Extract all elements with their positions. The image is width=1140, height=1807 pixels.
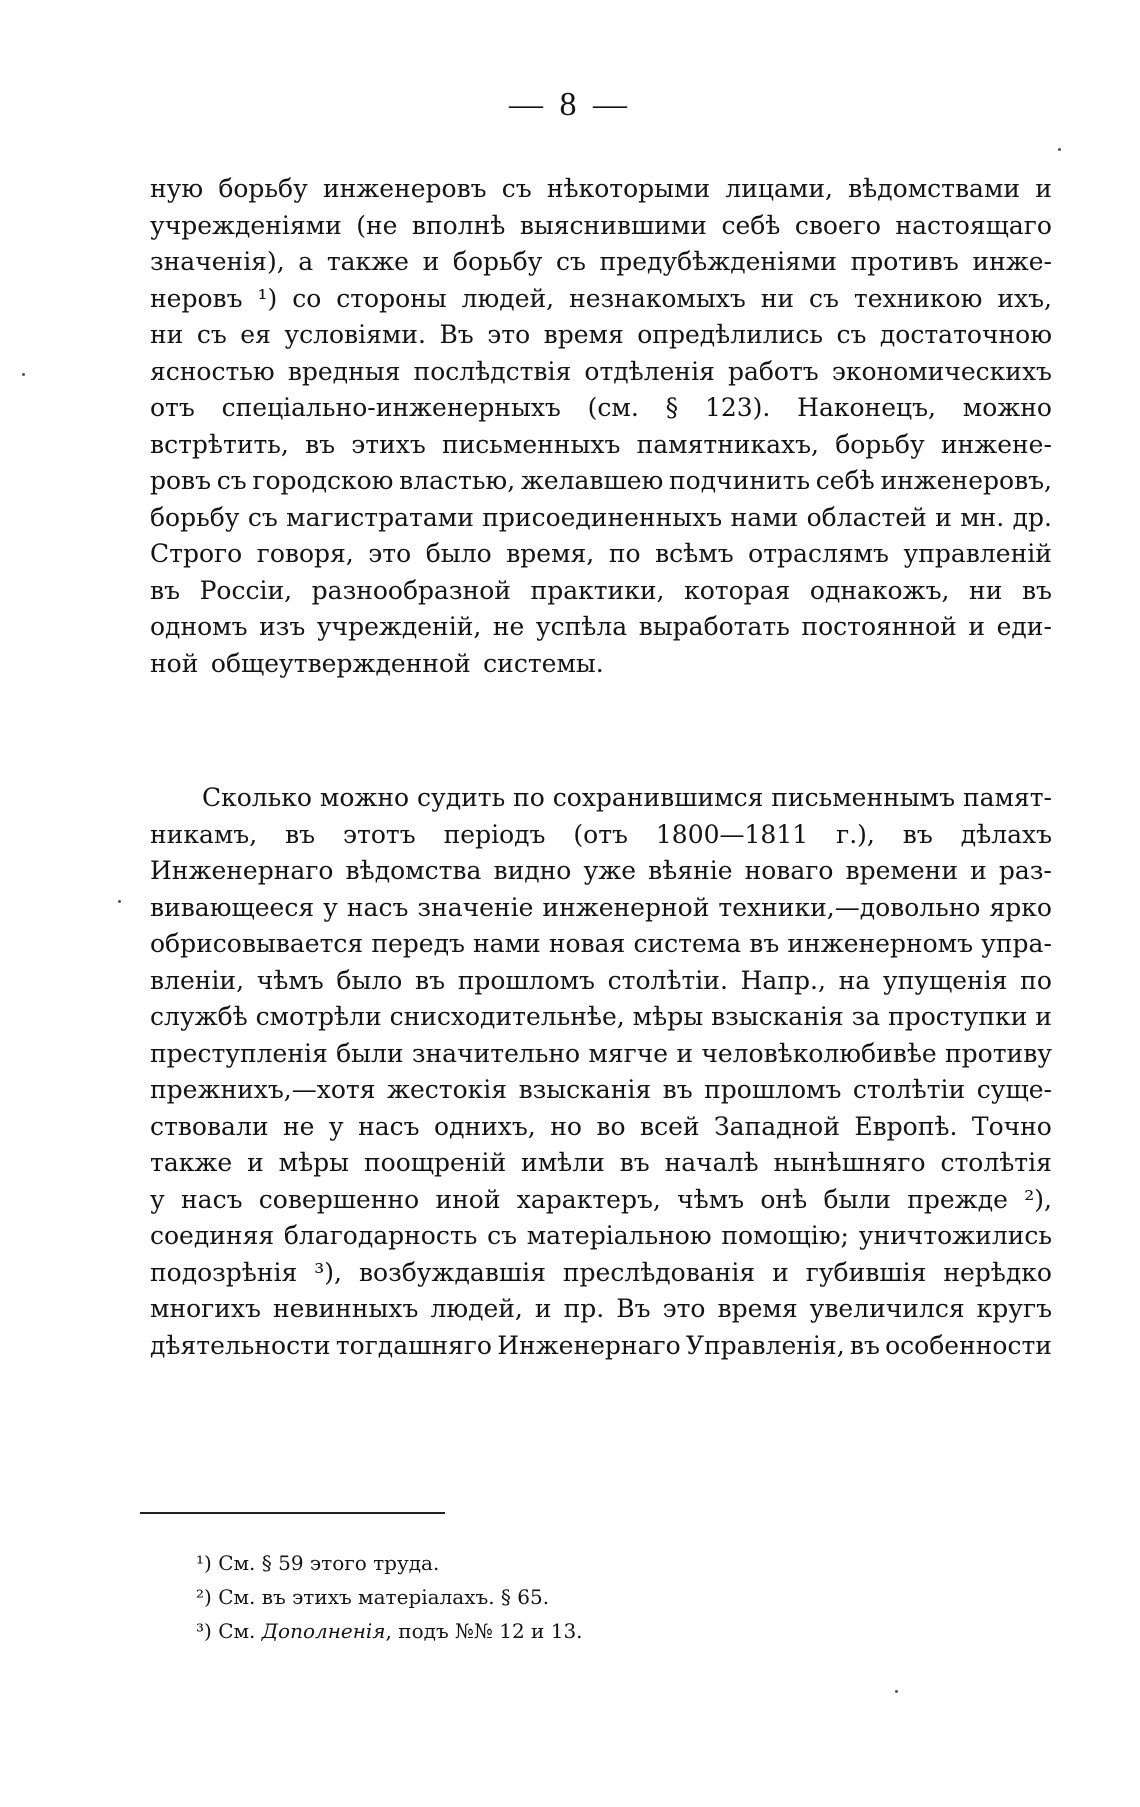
word: съ xyxy=(501,174,532,203)
word: значеніе xyxy=(417,892,534,922)
word: значительно xyxy=(411,1038,581,1068)
footnote-text: См. въ этихъ матеріалахъ. § 65. xyxy=(218,1585,550,1609)
text-line xyxy=(150,926,1052,963)
word: др. xyxy=(1012,502,1052,532)
text-line xyxy=(150,1145,1052,1182)
word: уже xyxy=(583,856,636,885)
word: это xyxy=(662,1294,706,1323)
word: своего xyxy=(794,210,881,240)
word: ясностью xyxy=(150,356,275,386)
word: всей xyxy=(640,1111,700,1141)
word: въ xyxy=(902,819,933,849)
word: подозрѣнія xyxy=(150,1257,298,1287)
word: успѣла xyxy=(535,612,628,641)
scan-speck xyxy=(895,1690,898,1693)
word: поощреній xyxy=(363,1148,507,1177)
word: увеличился xyxy=(809,1294,965,1323)
word: дѣятельности xyxy=(150,1330,331,1360)
word: пр. xyxy=(563,1294,605,1323)
text-line xyxy=(150,1182,1052,1219)
word: чѣмъ xyxy=(256,965,324,995)
word: техникою xyxy=(853,283,983,313)
word: а xyxy=(298,247,314,276)
word: проступки xyxy=(888,1002,1028,1031)
word: системы. xyxy=(483,648,604,678)
word: сохранившимся xyxy=(552,783,764,812)
word: въ xyxy=(619,1148,650,1177)
word: борьбу xyxy=(218,174,308,203)
word: которая xyxy=(684,575,791,605)
word: инженеровъ xyxy=(322,174,487,203)
word: подчинить xyxy=(669,466,811,495)
word: отдѣленія xyxy=(584,356,715,386)
word: ровъ xyxy=(150,466,212,495)
word: были xyxy=(336,1038,404,1068)
word: разнообразной xyxy=(311,575,511,605)
word: инженерной xyxy=(542,892,710,922)
word: новая xyxy=(548,929,626,958)
word: не xyxy=(492,612,525,641)
word: Напр., xyxy=(740,965,826,995)
word: онѣ xyxy=(760,1184,808,1214)
word: и xyxy=(422,247,440,276)
word: было xyxy=(425,539,492,568)
footnote-3 xyxy=(196,1614,896,1648)
word: невинныхъ xyxy=(272,1294,419,1323)
word: ни xyxy=(969,575,1003,605)
word: по xyxy=(608,539,641,568)
word: техники,—довольно xyxy=(718,892,981,922)
word: Въ xyxy=(616,1294,651,1323)
word: ярко xyxy=(989,892,1052,922)
word: Наконецъ, xyxy=(797,393,936,422)
scan-speck xyxy=(1058,148,1061,151)
word: письменнымъ xyxy=(771,783,956,812)
footnote-text: См. § 59 этого труда. xyxy=(218,1551,440,1575)
word: столѣтія xyxy=(940,1148,1052,1177)
text-line xyxy=(150,890,1052,927)
word: (не xyxy=(356,210,398,240)
word: по xyxy=(513,783,545,812)
word: совершенно xyxy=(258,1184,420,1214)
word: чѣмъ xyxy=(677,1184,745,1214)
word: однакожъ, xyxy=(809,575,950,605)
word: также xyxy=(326,247,409,276)
word: Инженернаго xyxy=(150,856,334,885)
word: съ xyxy=(216,466,247,495)
word: ³), xyxy=(314,1257,343,1287)
word: за xyxy=(851,1002,881,1031)
word: противъ xyxy=(850,247,959,276)
word: стороны xyxy=(336,283,447,313)
text-line xyxy=(150,609,1052,646)
word: нѣкоторыми xyxy=(546,174,711,203)
scan-speck xyxy=(118,900,121,903)
word: Европѣ. xyxy=(854,1111,958,1141)
footnote-marker: ²) xyxy=(196,1585,212,1609)
word: судить xyxy=(417,783,506,812)
word: вредныя xyxy=(287,356,401,386)
word: имѣли xyxy=(521,1148,605,1177)
word: взысканія xyxy=(711,1002,844,1031)
word: говоря, xyxy=(256,539,354,568)
word: (отъ xyxy=(573,819,628,849)
word: борьбу xyxy=(150,502,240,532)
word: мягче xyxy=(588,1038,669,1068)
word: смотрѣли xyxy=(255,1002,382,1031)
word: и xyxy=(1035,1002,1052,1031)
word: и xyxy=(534,1294,552,1323)
word: Сколько xyxy=(202,783,312,812)
word: Инженернаго xyxy=(497,1330,681,1360)
word: это xyxy=(368,539,412,568)
word: ихъ, xyxy=(997,283,1052,313)
word: и xyxy=(935,502,952,532)
word: насъ xyxy=(358,1111,420,1141)
footnote-divider xyxy=(140,1512,445,1514)
text-line xyxy=(150,244,1052,281)
word: съ xyxy=(196,320,227,349)
word: Россіи, xyxy=(199,575,293,605)
word: ни xyxy=(760,283,795,313)
word: прошломъ xyxy=(457,965,595,995)
word: благодарность xyxy=(283,1221,478,1250)
word: въ xyxy=(150,575,180,605)
word: послѣдствія xyxy=(413,356,572,386)
word: возбуждавшія xyxy=(358,1257,546,1287)
word: это xyxy=(487,320,531,349)
scan-speck xyxy=(22,373,25,376)
word: уничтожились xyxy=(858,1221,1052,1250)
word: неровъ xyxy=(150,283,243,313)
word: особенности xyxy=(885,1330,1052,1360)
word: значенія), xyxy=(150,247,285,276)
paragraph-2 xyxy=(150,780,1052,1364)
word: тогдашняго xyxy=(335,1330,492,1360)
word: Строго xyxy=(150,539,243,568)
word: учрежденіями xyxy=(150,210,342,240)
word: и xyxy=(970,856,987,885)
text-line xyxy=(150,1328,1052,1365)
word: людей, xyxy=(430,1294,523,1323)
word: (см. xyxy=(587,393,639,422)
word: борьбу xyxy=(452,247,543,276)
word: и xyxy=(1035,174,1052,203)
word: предубѣжденіями xyxy=(599,247,837,276)
word: началѣ xyxy=(664,1148,759,1177)
text-line xyxy=(150,208,1052,245)
word: управленій xyxy=(903,539,1052,568)
word: въ xyxy=(749,929,780,958)
word: инжене- xyxy=(940,429,1052,459)
word: никамъ, xyxy=(150,819,258,849)
word: еди- xyxy=(996,612,1052,641)
word: отраслямъ xyxy=(748,539,889,568)
word: время xyxy=(717,1294,798,1323)
text-line xyxy=(150,354,1052,391)
text-line xyxy=(150,817,1052,854)
footnote-marker: ¹) xyxy=(196,1551,212,1575)
word: вленіи, xyxy=(150,965,245,995)
word: 123). xyxy=(704,393,771,422)
footnote-italic-text: Дополненія xyxy=(261,1619,386,1643)
word: суще- xyxy=(976,1075,1052,1104)
word: съ xyxy=(556,247,586,276)
word: періодъ xyxy=(443,819,546,849)
word: нынѣшняго xyxy=(773,1148,926,1177)
word: спеціально-инженерныхъ xyxy=(221,393,561,422)
text-line xyxy=(150,853,1052,890)
word: выработать xyxy=(638,612,790,641)
word: съ xyxy=(808,283,839,313)
word: новаго xyxy=(744,856,834,885)
word: упущенія xyxy=(882,965,1008,995)
word: прежде xyxy=(907,1184,1008,1214)
word: вивающееся xyxy=(150,892,315,922)
text-line xyxy=(150,1072,1052,1109)
word: можно xyxy=(962,393,1052,422)
text-line xyxy=(150,427,1052,464)
word: мѣры xyxy=(632,1002,704,1031)
footnotes xyxy=(196,1546,896,1648)
text-line xyxy=(150,1036,1052,1073)
paragraph-1 xyxy=(150,171,1052,682)
word: время, xyxy=(506,539,595,568)
word: изъ xyxy=(259,612,306,641)
word: г.), xyxy=(836,819,875,849)
word: въ xyxy=(415,965,445,995)
word: письменныхъ xyxy=(441,429,621,459)
word: также xyxy=(150,1148,233,1177)
word: ни xyxy=(150,320,184,349)
word: соединяя xyxy=(150,1221,275,1250)
word: передъ xyxy=(371,929,465,958)
word: насъ xyxy=(181,1184,243,1214)
word: въ xyxy=(849,1330,880,1360)
word: и xyxy=(772,1257,789,1287)
word: преслѣдованія xyxy=(562,1257,756,1287)
footnote-text: См. xyxy=(218,1619,262,1643)
word: § xyxy=(665,393,679,422)
text-line xyxy=(150,317,1052,354)
word: присоединенныхъ xyxy=(482,502,723,532)
page-number: — 8 — xyxy=(509,86,631,123)
word: памят- xyxy=(962,783,1052,812)
word: прошломъ xyxy=(704,1075,842,1104)
text-line xyxy=(150,536,1052,573)
word: ¹) xyxy=(257,283,278,313)
word: можно xyxy=(319,783,410,812)
word: и xyxy=(968,612,986,641)
word: кругъ xyxy=(976,1294,1052,1323)
word: всѣмъ xyxy=(655,539,734,568)
text-line xyxy=(150,963,1052,1000)
word: со xyxy=(292,283,322,313)
word: столѣтіи xyxy=(852,1075,966,1104)
word: раз- xyxy=(998,856,1052,885)
word: губившія xyxy=(805,1257,927,1287)
word: практики, xyxy=(530,575,665,605)
word: въ xyxy=(305,429,336,459)
text-line xyxy=(150,1255,1052,1292)
word: видно xyxy=(493,856,572,885)
word: общеутвержденной xyxy=(210,648,471,678)
footnote-1 xyxy=(196,1546,896,1580)
word: въ xyxy=(1021,575,1052,605)
word: столѣтіи. xyxy=(607,965,728,995)
word: Точно xyxy=(971,1111,1052,1141)
word: службѣ xyxy=(150,1002,248,1031)
word: условіями. xyxy=(284,320,426,349)
word: Управленія, xyxy=(685,1330,845,1360)
word: мѣры xyxy=(278,1148,350,1177)
word: упра- xyxy=(981,929,1052,958)
text-line xyxy=(150,573,1052,610)
word: у xyxy=(328,1111,344,1141)
word: нами xyxy=(473,929,541,958)
word: вѣдомствами xyxy=(848,174,1021,203)
word: дѣлахъ xyxy=(960,819,1052,849)
word: Въ xyxy=(439,320,474,349)
word: жестокія xyxy=(387,1075,508,1104)
word: во xyxy=(596,1111,626,1141)
word: областей xyxy=(806,502,927,532)
word: у xyxy=(323,892,338,922)
word: достаточною xyxy=(879,320,1052,349)
word: учрежденій, xyxy=(316,612,482,641)
word: человѣколюбивѣе xyxy=(701,1038,937,1068)
word: насъ xyxy=(346,892,409,922)
footnote-text-tail: , подъ №№ 12 и 13. xyxy=(385,1619,583,1643)
text-line xyxy=(150,646,1052,683)
text-line xyxy=(150,1218,1052,1255)
word: себѣ xyxy=(815,466,875,495)
word: инженеровъ, xyxy=(880,466,1052,495)
word: взысканія xyxy=(518,1075,652,1104)
word: иной xyxy=(435,1184,501,1214)
text-line xyxy=(150,999,1052,1036)
word: снисходительнѣе, xyxy=(389,1002,625,1031)
word: работъ xyxy=(727,356,819,386)
word: ную xyxy=(150,174,204,203)
word: съ xyxy=(247,502,278,532)
word: многихъ xyxy=(150,1294,261,1323)
word: на xyxy=(838,965,871,995)
word: опредѣлились xyxy=(637,320,823,349)
text-line xyxy=(150,281,1052,318)
word: въ xyxy=(662,1075,693,1104)
word: выяснившими xyxy=(519,210,707,240)
word: лицами, xyxy=(725,174,833,203)
word: вполнѣ xyxy=(411,210,506,240)
word: въ xyxy=(285,819,316,849)
word: ной xyxy=(150,648,199,678)
word: городскою xyxy=(252,466,394,495)
word: у xyxy=(150,1184,165,1214)
word: встрѣтить, xyxy=(150,429,289,459)
word: себѣ xyxy=(721,210,781,240)
word: вѣдомства xyxy=(345,856,482,885)
word: этихъ xyxy=(351,429,426,459)
word: 1800—1811 xyxy=(655,819,809,849)
word: и xyxy=(676,1038,694,1068)
text-line xyxy=(150,1291,1052,1328)
word: но xyxy=(550,1111,582,1141)
word: магистратами xyxy=(286,502,474,532)
word: нами xyxy=(730,502,799,532)
word: желавшею xyxy=(520,466,664,495)
word: мн. xyxy=(960,502,1005,532)
word: вѣяніе xyxy=(648,856,733,885)
word: постоянной xyxy=(801,612,957,641)
word: было xyxy=(336,965,403,995)
word: властью, xyxy=(399,466,516,495)
word: времени xyxy=(845,856,958,885)
word: борьбу xyxy=(835,429,925,459)
word: матеріальною xyxy=(526,1221,712,1250)
word: нерѣдко xyxy=(943,1257,1052,1287)
word: этотъ xyxy=(343,819,416,849)
word: съ xyxy=(836,320,867,349)
word: однихъ, xyxy=(434,1111,536,1141)
word: настоящаго xyxy=(895,210,1052,240)
word: были xyxy=(823,1184,891,1214)
text-line xyxy=(150,171,1052,208)
word: ея xyxy=(240,320,271,349)
word: противу xyxy=(945,1038,1052,1068)
word: система xyxy=(633,929,742,958)
word: незнакомыхъ xyxy=(569,283,746,313)
word: и xyxy=(247,1148,264,1177)
footnote-2 xyxy=(196,1580,896,1614)
word: ствовали xyxy=(150,1111,269,1141)
word: отъ xyxy=(150,393,195,422)
word: время xyxy=(543,320,624,349)
word: не xyxy=(282,1111,315,1141)
word: людей, xyxy=(461,283,555,313)
word: инженерномъ xyxy=(787,929,974,958)
text-line xyxy=(150,1109,1052,1146)
word: обрисовывается xyxy=(150,929,364,958)
word: прежнихъ,—хотя xyxy=(150,1075,376,1104)
word: ²), xyxy=(1024,1184,1052,1214)
text-line xyxy=(150,500,1052,537)
text-line xyxy=(150,463,1052,500)
word: памятникахъ, xyxy=(636,429,819,459)
word: преступленія xyxy=(150,1038,328,1068)
word: характеръ, xyxy=(516,1184,661,1214)
footnote-marker: ³) xyxy=(196,1619,212,1643)
word: по xyxy=(1020,965,1052,995)
text-line xyxy=(150,780,1052,817)
word: одномъ xyxy=(150,612,248,641)
word: инже- xyxy=(972,247,1052,276)
word: помощію; xyxy=(721,1221,849,1250)
text-line xyxy=(150,390,1052,427)
word: съ xyxy=(487,1221,517,1250)
word: Западной xyxy=(714,1111,840,1141)
word: экономическихъ xyxy=(831,356,1052,386)
